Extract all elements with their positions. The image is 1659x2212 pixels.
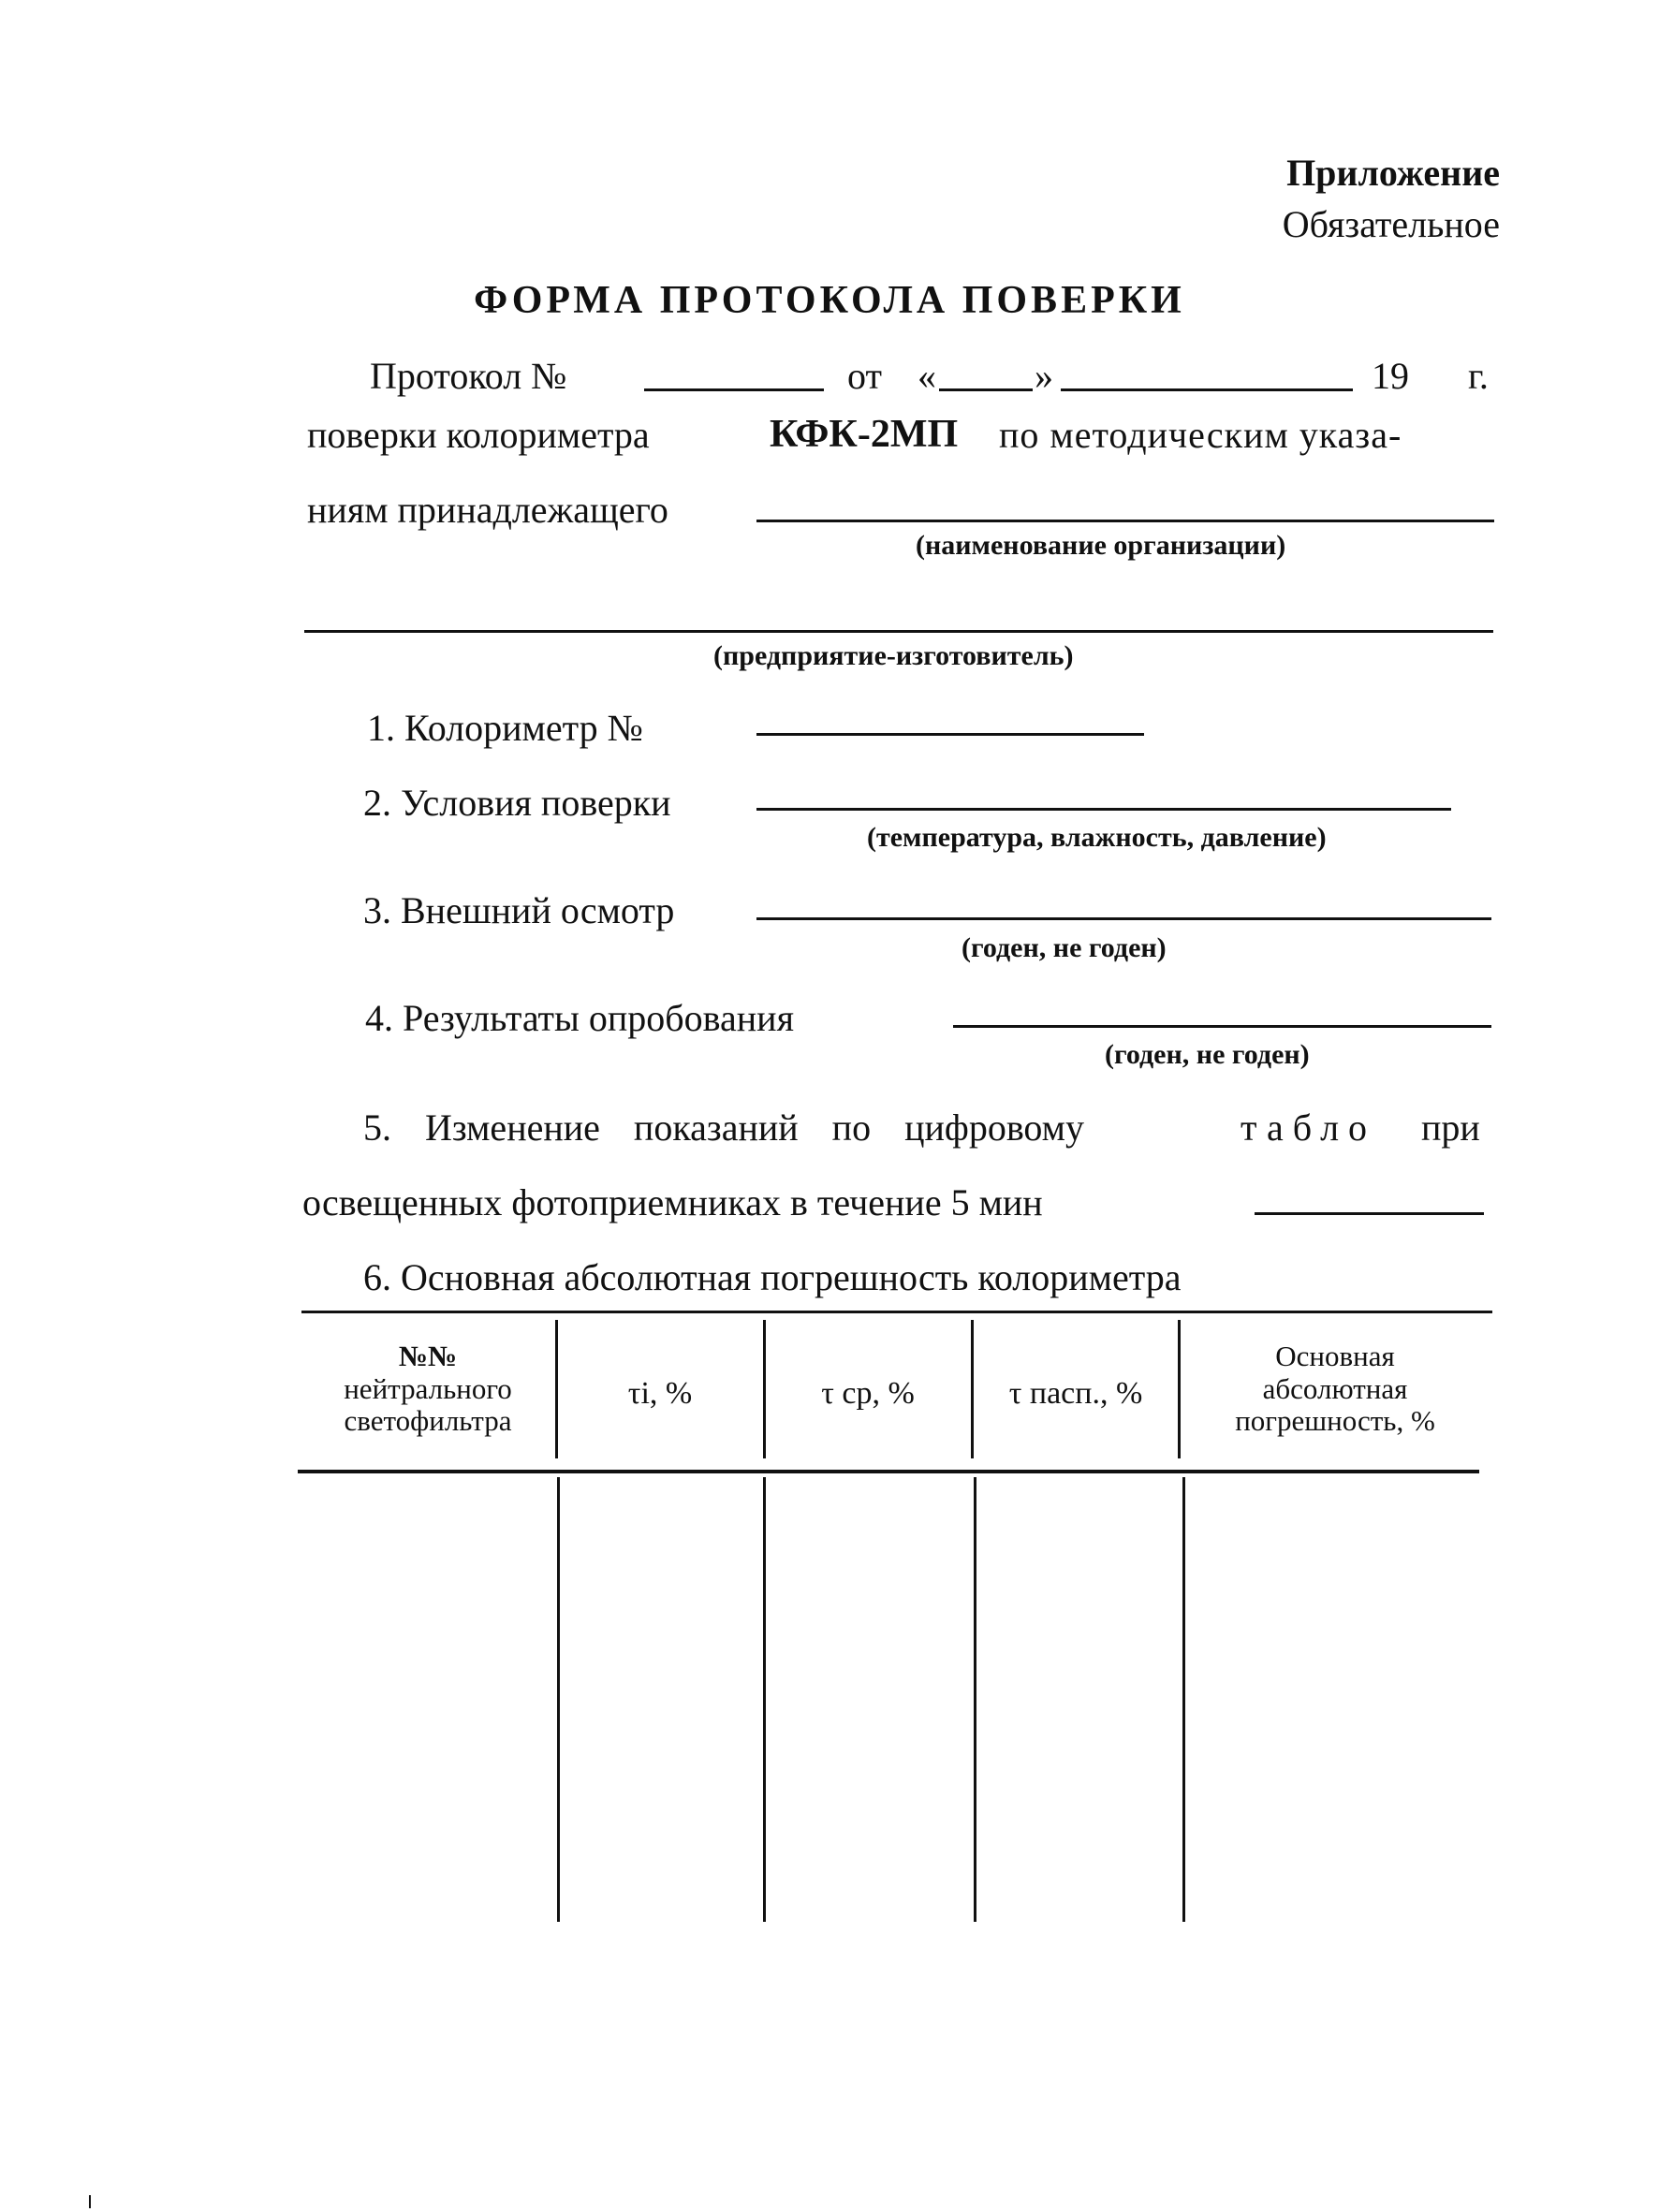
inspection-blank[interactable] [756,917,1491,920]
appendix-label: Приложение [1286,152,1500,194]
column-header-line: Основная [1275,1340,1395,1372]
protocol-number-label: Протокол № [370,355,567,397]
column-header-line: погрешность, % [1235,1404,1435,1438]
protocol-from-label: от [847,355,882,397]
table-divider [557,1477,560,1922]
protocol-day-blank[interactable] [939,388,1033,391]
table-divider [1182,1477,1185,1922]
quote-open: « [918,355,936,397]
column-header-tau-passport [974,1376,1178,1412]
display-word: табло [1241,1106,1377,1149]
protocol-year-suffix: г. [1468,355,1489,397]
item-conditions: 2. Условия поверки [363,782,671,824]
column-header-line: τ ср, % [821,1376,915,1411]
column-header-line: нейтрального [344,1371,512,1405]
column-header-line: τ пасп., % [1008,1376,1143,1411]
testing-results-blank[interactable] [953,1025,1491,1028]
item-display-change-cont: освещенных фотоприемниках в течение 5 мин [302,1181,1043,1223]
column-header-tau-i [558,1376,762,1412]
table-top-rule [301,1311,1492,1313]
column-header-line: τi, % [627,1376,693,1411]
scan-mark [89,2195,91,2208]
page-title: ФОРМА ПРОТОКОЛА ПОВЕРКИ [474,279,1185,322]
column-header-filter-number [301,1340,554,1438]
conditions-blank[interactable] [756,808,1451,811]
caption-testing-results: (годен, не годен) [1105,1039,1310,1070]
column-header-line: №№ [398,1340,458,1372]
caption-organization: (наименование организации) [916,530,1286,561]
organization-blank[interactable] [756,520,1494,522]
caption-manufacturer: (предприятие-изготовитель) [713,640,1074,671]
appendix-type: Обязательное [1282,203,1500,245]
colorimeter-model: КФК-2МП [770,413,959,456]
table-divider [763,1477,766,1922]
caption-conditions: (температура, влажность, давление) [867,822,1327,853]
column-header-line: абсолютная [1262,1371,1408,1405]
display-word-end: при [1421,1106,1480,1149]
item-abs-error: 6. Основная абсолютная погрешность колориметра [363,1256,1182,1298]
column-header-abs-error [1181,1340,1490,1438]
colorimeter-number-blank[interactable] [756,733,1144,736]
manufacturer-blank[interactable] [304,630,1493,633]
column-header-line: светофильтра [344,1404,512,1438]
intro-text-tail: по методическим указа- [999,414,1402,456]
protocol-month-blank[interactable] [1061,388,1353,391]
column-header-tau-avg [766,1376,970,1412]
table-header-rule [298,1470,1479,1473]
intro-owner-label: ниям принадлежащего [307,489,668,531]
caption-inspection: (годен, не годен) [962,932,1167,963]
quote-close: » [1035,355,1053,397]
item-testing-results: 4. Результаты опробования [365,997,794,1039]
display-change-blank[interactable] [1255,1212,1484,1215]
item-inspection: 3. Внешний осмотр [363,889,675,931]
protocol-number-blank[interactable] [644,388,824,391]
intro-text: поверки колориметра [307,414,650,456]
protocol-year-label: 19 [1372,355,1409,397]
table-divider [974,1477,976,1922]
item-colorimeter-number: 1. Колориметр № [367,707,643,749]
item-display-change: 5. Изменение показаний по цифровому [363,1106,1084,1149]
